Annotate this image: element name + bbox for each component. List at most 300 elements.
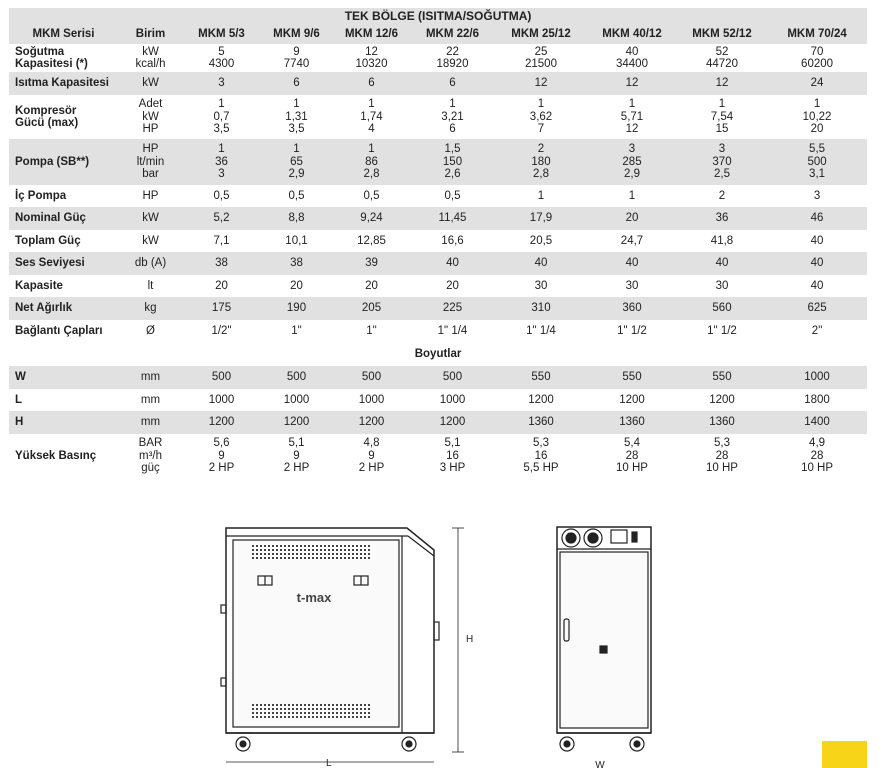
vent-hole — [368, 549, 370, 551]
vent-hole — [324, 553, 326, 555]
cell-line: Nominal Güç — [15, 212, 86, 225]
vent-hole — [368, 704, 370, 706]
vent-hole — [344, 712, 346, 714]
vent-hole — [324, 704, 326, 706]
vent-hole — [320, 545, 322, 547]
vent-hole — [340, 545, 342, 547]
vent-hole — [280, 708, 282, 710]
cell-line: kW — [142, 110, 159, 123]
cell-line: 2,6 — [444, 168, 461, 181]
cell-line: 1 — [628, 98, 636, 111]
vent-hole — [252, 549, 254, 551]
cell-line: 8,8 — [288, 212, 305, 225]
vent-hole — [360, 716, 362, 718]
vent-hole — [268, 712, 270, 714]
cell-line: Soğutma — [15, 45, 65, 58]
cell-line: 1800 — [804, 393, 830, 406]
vent-hole — [308, 708, 310, 710]
vent-hole — [364, 553, 366, 555]
cell-line: 86 — [365, 155, 378, 168]
vent-hole — [356, 545, 358, 547]
cell-line: 20 — [446, 279, 459, 292]
cell-line: 9 — [368, 449, 375, 462]
cell-line: 2,9 — [288, 168, 305, 181]
cell-line: 25 — [534, 45, 548, 58]
vent-hole — [320, 708, 322, 710]
cell-line: 20 — [625, 212, 639, 225]
section-title: Boyutlar — [9, 342, 867, 366]
cell-line: 20 — [810, 123, 824, 136]
vent-hole — [272, 712, 274, 714]
vent-hole — [352, 553, 354, 555]
header-model: MKM 25/12 — [511, 28, 571, 41]
cell-line: kW — [142, 45, 159, 58]
header-model: MKM 5/3 — [198, 28, 245, 41]
vent-hole — [344, 716, 346, 718]
cell-line: 2" — [811, 324, 823, 337]
vent-hole — [348, 545, 350, 547]
vent-hole — [320, 716, 322, 718]
vent-hole — [344, 704, 346, 706]
vent-hole — [312, 557, 314, 559]
vent-hole — [304, 704, 306, 706]
vent-hole — [344, 553, 346, 555]
cell-line: 550 — [531, 371, 551, 384]
vent-hole — [288, 712, 290, 714]
vent-hole — [348, 712, 350, 714]
vent-hole — [308, 549, 310, 551]
vent-hole — [268, 704, 270, 706]
vent-hole — [276, 545, 278, 547]
cell-line: 12,85 — [357, 234, 386, 247]
cell-line: 1 — [449, 98, 456, 111]
vent-hole — [340, 708, 342, 710]
cell-line: 310 — [531, 302, 551, 315]
cell-line: Kapasitesi (*) — [15, 58, 88, 70]
vent-hole — [280, 553, 282, 555]
vent-hole — [328, 557, 330, 559]
vent-hole — [324, 545, 326, 547]
vent-hole — [296, 545, 298, 547]
header-unit: Birim — [135, 28, 166, 41]
vent-hole — [340, 716, 342, 718]
cell-line: 12 — [534, 77, 548, 90]
vent-hole — [260, 708, 262, 710]
vent-hole — [316, 716, 318, 718]
vent-hole — [296, 553, 298, 555]
cell-line: 1000 — [283, 393, 310, 406]
cell-line: 5,4 — [624, 437, 640, 450]
header-model: MKM 70/24 — [787, 28, 847, 41]
cell-line: 10,22 — [802, 110, 832, 123]
cell-line: 5,6 — [213, 437, 230, 450]
vent-hole — [368, 708, 370, 710]
cell-line: 175 — [211, 302, 232, 315]
vent-hole — [256, 704, 258, 706]
cell-line: 560 — [712, 302, 732, 315]
vent-hole — [288, 553, 290, 555]
vent-hole — [364, 708, 366, 710]
header-model: MKM 12/6 — [344, 28, 399, 41]
cell-line: 6 — [293, 77, 300, 90]
vent-hole — [316, 553, 318, 555]
cell-line: 30 — [534, 279, 548, 292]
vent-hole — [288, 716, 290, 718]
vent-hole — [368, 557, 370, 559]
vent-hole — [320, 549, 322, 551]
vent-hole — [264, 553, 266, 555]
cell-line: 6 — [449, 123, 456, 136]
cell-line: 1,31 — [285, 110, 308, 123]
cell-line: kW — [142, 77, 159, 90]
cell-line: Kompresör — [15, 104, 77, 117]
cell-line: 60200 — [801, 58, 834, 70]
cell-line: Toplam Güç — [15, 234, 81, 247]
vent-hole — [328, 708, 330, 710]
vent-hole — [324, 708, 326, 710]
cell-line: 4,8 — [363, 437, 380, 450]
cell-line: 1000 — [439, 393, 466, 406]
vent-hole — [336, 712, 338, 714]
vent-hole — [332, 716, 334, 718]
cell-line: 1 — [293, 143, 300, 156]
cell-line: 9 — [218, 449, 225, 462]
vent-hole — [252, 704, 254, 706]
vent-hole — [268, 553, 270, 555]
vent-hole — [296, 549, 298, 551]
vent-hole — [296, 716, 298, 718]
cell-line: 1400 — [804, 416, 830, 429]
vent-hole — [304, 708, 306, 710]
vent-hole — [272, 549, 274, 551]
cell-line: 9,24 — [360, 212, 383, 225]
vent-hole — [308, 716, 310, 718]
cell-line: 1 — [368, 98, 375, 111]
vent-hole — [312, 708, 314, 710]
vent-hole — [260, 553, 262, 555]
vent-hole — [252, 545, 254, 547]
vent-hole — [332, 549, 334, 551]
vent-hole — [328, 716, 330, 718]
cell-line: 5,3 — [533, 437, 549, 450]
header-model: MKM 22/6 — [425, 28, 480, 41]
vent-hole — [288, 704, 290, 706]
cell-line: 1 — [293, 98, 300, 111]
vent-hole — [300, 712, 302, 714]
cell-line: 1200 — [283, 416, 310, 429]
cell-line: 180 — [531, 155, 551, 168]
vent-hole — [288, 557, 290, 559]
vent-hole — [252, 716, 254, 718]
vent-hole — [288, 545, 290, 547]
cell-line: 2 — [537, 143, 545, 156]
cell-line: 6 — [449, 77, 456, 90]
cell-line: 1200 — [528, 393, 554, 406]
vent-hole — [264, 712, 266, 714]
vent-hole — [320, 712, 322, 714]
vent-hole — [360, 708, 362, 710]
cell-line: 20 — [215, 279, 228, 292]
cell-line: 0,5 — [444, 189, 461, 202]
cell-line: W — [15, 371, 26, 384]
cell-line: L — [15, 393, 23, 406]
dim-label-l: L — [326, 758, 332, 768]
cell-line: 3 HP — [439, 462, 466, 475]
vent-hole — [348, 553, 350, 555]
cell-line: 0,5 — [288, 189, 305, 202]
cell-line: 10 HP — [616, 462, 648, 475]
cell-line: 9 — [293, 449, 300, 462]
vent-hole — [300, 716, 302, 718]
vent-hole — [360, 712, 362, 714]
cell-line: H — [15, 416, 24, 429]
cell-line: 550 — [622, 371, 642, 384]
cell-line: 10320 — [355, 58, 388, 70]
cell-line: 12 — [625, 77, 639, 90]
vent-hole — [256, 557, 258, 559]
vent-hole — [336, 557, 338, 559]
cell-line: db (A) — [134, 257, 167, 270]
vent-hole — [256, 716, 258, 718]
vent-hole — [324, 712, 326, 714]
vent-hole — [368, 553, 370, 555]
vent-hole — [304, 716, 306, 718]
cell-line: 3,5 — [288, 123, 305, 136]
vent-hole — [312, 712, 314, 714]
vent-hole — [344, 549, 346, 551]
cell-line: 3,5 — [213, 123, 230, 136]
vent-hole — [256, 712, 258, 714]
cell-line: 34400 — [616, 58, 648, 70]
vent-hole — [260, 704, 262, 706]
vent-hole — [316, 557, 318, 559]
vent-hole — [340, 553, 342, 555]
vent-hole — [316, 549, 318, 551]
cell-line: 1" — [291, 324, 302, 337]
cell-line: 4,9 — [809, 437, 826, 450]
cell-line: 17,9 — [529, 212, 553, 225]
cell-line: 550 — [712, 371, 732, 384]
vent-hole — [332, 708, 334, 710]
cell-line: lt — [147, 279, 154, 292]
cell-line: 360 — [622, 302, 642, 315]
vent-hole — [328, 704, 330, 706]
vent-hole — [264, 545, 266, 547]
vent-hole — [252, 557, 254, 559]
vent-hole — [348, 716, 350, 718]
cell-line: 65 — [290, 155, 303, 168]
cell-line: 1 — [537, 98, 545, 111]
vent-hole — [264, 704, 266, 706]
vent-hole — [288, 549, 290, 551]
cell-line: HP — [142, 143, 159, 156]
vent-hole — [300, 545, 302, 547]
cell-line: 5,1 — [444, 437, 461, 450]
cell-line: 1 — [218, 98, 225, 111]
vent-hole — [340, 549, 342, 551]
vent-hole — [312, 545, 314, 547]
vent-hole — [336, 545, 338, 547]
cell-line: 2 HP — [283, 462, 310, 475]
cell-line: 2 HP — [208, 462, 235, 475]
vent-hole — [292, 545, 294, 547]
vent-hole — [356, 704, 358, 706]
vent-hole — [264, 549, 266, 551]
cell-line: 40 — [810, 234, 824, 247]
vent-hole — [284, 557, 286, 559]
cell-line: Gücü (max) — [15, 117, 79, 129]
cell-line: Isıtma Kapasitesi — [15, 77, 109, 90]
cell-line: 500 — [211, 371, 232, 384]
cell-line: Ø — [146, 324, 155, 337]
vent-hole — [328, 545, 330, 547]
cell-line: 5,3 — [714, 437, 730, 450]
vent-hole — [292, 712, 294, 714]
vent-hole — [252, 712, 254, 714]
cell-line: 1200 — [619, 393, 645, 406]
cell-line: Pompa (SB**) — [15, 155, 90, 168]
vent-hole — [324, 557, 326, 559]
side-view-drawing — [221, 528, 464, 762]
cell-line: 205 — [361, 302, 382, 315]
cell-line: 16 — [446, 449, 459, 462]
header-model: MKM 9/6 — [273, 28, 320, 41]
vent-hole — [332, 557, 334, 559]
vent-hole — [328, 712, 330, 714]
vent-hole — [352, 712, 354, 714]
cell-line: mm — [140, 393, 161, 406]
vent-hole — [268, 708, 270, 710]
vent-hole — [252, 708, 254, 710]
vent-hole — [332, 553, 334, 555]
vent-hole — [304, 549, 306, 551]
cell-line: 4 — [368, 123, 375, 136]
cell-line: İç Pompa — [15, 189, 67, 202]
vent-hole — [348, 708, 350, 710]
vent-hole — [280, 557, 282, 559]
cell-line: 52 — [715, 45, 729, 58]
dim-label-h: H — [466, 634, 474, 645]
vent-hole — [348, 549, 350, 551]
vent-hole — [340, 704, 342, 706]
cell-line: Bağlantı Çapları — [15, 324, 103, 337]
vent-hole — [352, 545, 354, 547]
cell-line: 285 — [622, 155, 642, 168]
cell-line: 15 — [715, 123, 729, 136]
cell-line: 39 — [365, 257, 378, 270]
vent-hole — [344, 708, 346, 710]
cell-line: 24,7 — [620, 234, 644, 247]
vent-hole — [320, 553, 322, 555]
cell-line: 1200 — [709, 393, 735, 406]
vent-hole — [276, 716, 278, 718]
cell-line: kW — [142, 212, 159, 225]
vent-hole — [292, 704, 294, 706]
vent-hole — [348, 704, 350, 706]
vent-hole — [268, 716, 270, 718]
vent-hole — [356, 549, 358, 551]
cell-line: 5,5 HP — [523, 462, 559, 475]
cell-line: 40 — [446, 257, 459, 270]
cell-line: Kapasite — [15, 279, 63, 292]
vent-hole — [284, 712, 286, 714]
cell-line: 28 — [810, 449, 824, 462]
cell-line: 4300 — [208, 58, 235, 70]
vent-hole — [356, 716, 358, 718]
vent-hole — [260, 716, 262, 718]
cell-line: 44720 — [706, 58, 738, 70]
cell-line: 40 — [625, 45, 639, 58]
vent-hole — [284, 708, 286, 710]
cell-line: 1200 — [208, 416, 235, 429]
cell-line: 0,7 — [213, 110, 230, 123]
header-model: MKM 52/12 — [692, 28, 752, 41]
vent-hole — [360, 549, 362, 551]
cell-line: 16,6 — [441, 234, 464, 247]
cell-line: 500 — [361, 371, 382, 384]
cell-line: Ses Seviyesi — [15, 257, 85, 270]
vent-hole — [304, 712, 306, 714]
cell-line: 3 — [218, 77, 225, 90]
vent-hole — [280, 545, 282, 547]
vent-hole — [344, 557, 346, 559]
cell-line: 40 — [625, 257, 639, 270]
cell-line: 1/2" — [211, 324, 232, 337]
vent-hole — [364, 716, 366, 718]
vent-hole — [344, 545, 346, 547]
cell-line: 22 — [446, 45, 459, 58]
cell-line: 41,8 — [710, 234, 734, 247]
vent-hole — [292, 557, 294, 559]
cell-line: 1000 — [208, 393, 235, 406]
vent-hole — [296, 704, 298, 706]
vent-hole — [268, 557, 270, 559]
cell-line: 1" 1/4 — [526, 324, 556, 337]
cell-line: 11,45 — [438, 212, 467, 225]
cell-line: 190 — [286, 302, 307, 315]
cell-line: 1000 — [358, 393, 385, 406]
vent-hole — [284, 553, 286, 555]
vent-hole — [312, 704, 314, 706]
cell-line: lt/min — [136, 155, 165, 168]
cell-line: HP — [142, 123, 159, 136]
vent-hole — [316, 704, 318, 706]
vent-hole — [288, 708, 290, 710]
cell-line: 40 — [810, 257, 824, 270]
vent-hole — [280, 704, 282, 706]
vent-hole — [316, 712, 318, 714]
vent-hole — [324, 549, 326, 551]
cell-line: mm — [140, 416, 161, 429]
vent-hole — [256, 545, 258, 547]
vent-hole — [260, 557, 262, 559]
cell-line: 1360 — [709, 416, 735, 429]
vent-hole — [280, 716, 282, 718]
vent-hole — [276, 704, 278, 706]
cell-line: 2,8 — [533, 168, 549, 181]
vent-hole — [328, 553, 330, 555]
cell-line: 2,5 — [714, 168, 730, 181]
vent-hole — [364, 545, 366, 547]
vent-hole — [328, 549, 330, 551]
cell-line: 1360 — [528, 416, 554, 429]
cell-line: 1" 1/4 — [437, 324, 468, 337]
cell-line: 30 — [715, 279, 729, 292]
vent-hole — [284, 545, 286, 547]
vent-hole — [256, 708, 258, 710]
vent-hole — [276, 549, 278, 551]
vent-hole — [292, 716, 294, 718]
